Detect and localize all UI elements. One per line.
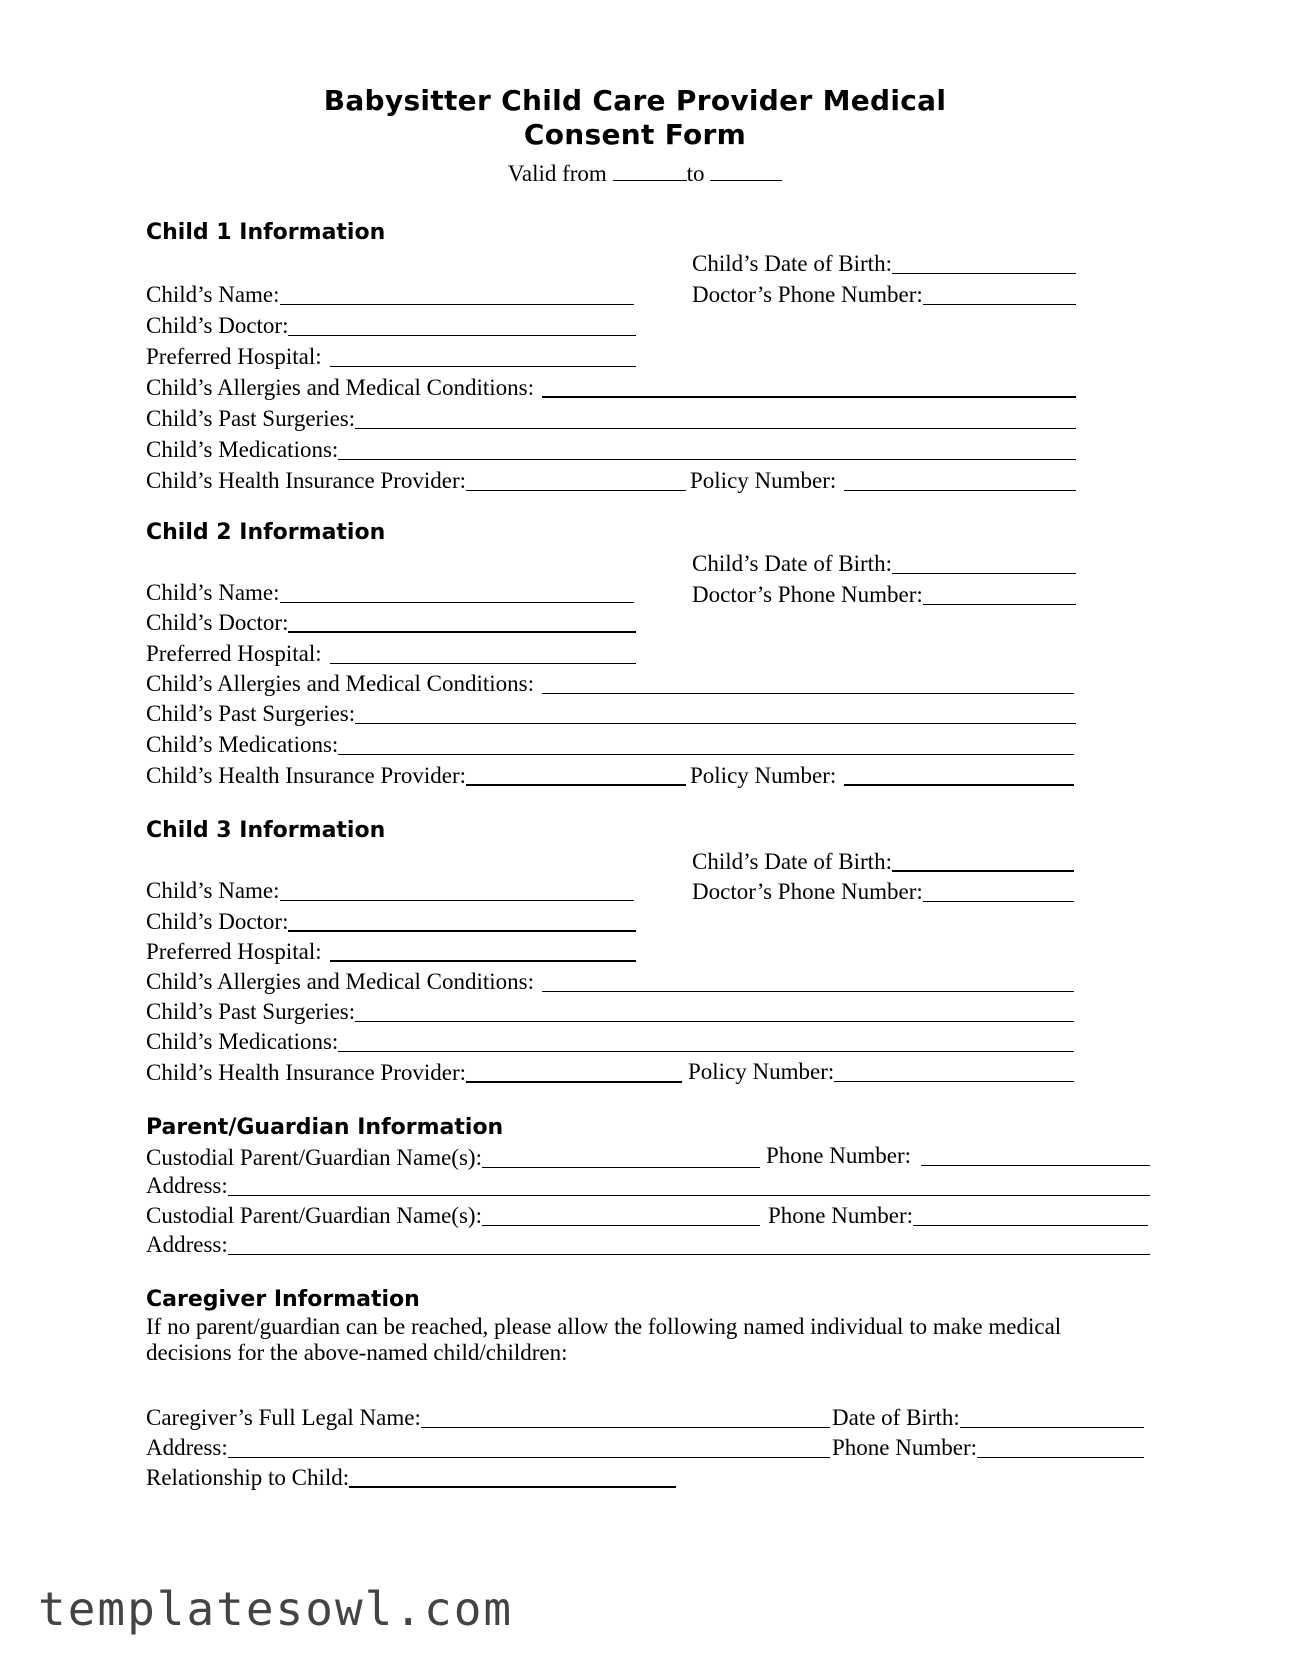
caregiver-phone-field[interactable] — [977, 1457, 1144, 1458]
parent2-address-label: Address: — [146, 1232, 228, 1257]
child2-doctor-label: Child’s Doctor: — [146, 610, 289, 635]
parent2-address-row — [146, 1229, 1150, 1259]
parent1-name-field[interactable] — [482, 1167, 760, 1168]
valid-period — [0, 160, 1290, 187]
parent2-address-field[interactable] — [228, 1254, 1150, 1255]
child3-allergies-label: Child’s Allergies and Medical Conditions: — [146, 969, 535, 994]
caregiver-dob-label: Date of Birth: — [832, 1405, 960, 1430]
child3-allergies-row — [146, 966, 1074, 996]
child1-policy-field[interactable] — [844, 490, 1076, 491]
child3-surgeries-field[interactable] — [355, 1021, 1074, 1022]
child1-heading: Child 1 Information — [146, 220, 386, 245]
child3-medications-row — [146, 1026, 1074, 1056]
child2-dob-row — [692, 548, 1076, 578]
child2-insurance-field[interactable] — [466, 784, 686, 786]
parent2-phone-field[interactable] — [913, 1225, 1148, 1226]
child2-hospital-field[interactable] — [330, 663, 636, 664]
child3-heading: Child 3 Information — [146, 818, 386, 843]
parent1-phone-field[interactable] — [921, 1165, 1150, 1166]
child3-medications-field[interactable] — [338, 1051, 1074, 1052]
caregiver-heading: Caregiver Information — [146, 1287, 420, 1312]
child2-dob-label: Child’s Date of Birth: — [692, 551, 892, 576]
caregiver-name-row — [146, 1402, 830, 1432]
form-title-line1: Babysitter Child Care Provider Medical — [323, 84, 947, 117]
child2-doctor-row — [146, 607, 636, 637]
valid-to-field[interactable] — [710, 160, 782, 181]
child2-allergies-row — [146, 668, 1074, 698]
child1-name-row — [146, 279, 634, 309]
child1-policy-label: Policy Number: — [690, 468, 837, 493]
child1-medications-field[interactable] — [338, 459, 1076, 460]
caregiver-address-row — [146, 1432, 830, 1462]
parent1-phone-label: Phone Number: — [766, 1143, 912, 1168]
child2-hospital-label: Preferred Hospital: — [146, 641, 322, 666]
child2-insurance-label: Child’s Health Insurance Provider: — [146, 763, 467, 788]
child1-allergies-field[interactable] — [542, 396, 1076, 398]
child1-hospital-field[interactable] — [330, 366, 636, 367]
caregiver-phone-label: Phone Number: — [832, 1435, 978, 1460]
child2-name-field[interactable] — [280, 602, 634, 603]
caregiver-name-field[interactable] — [421, 1427, 830, 1428]
valid-to-label: to — [686, 161, 705, 186]
child3-doctor-phone-field[interactable] — [923, 901, 1074, 902]
child3-dob-field[interactable] — [892, 870, 1074, 872]
child3-doctor-phone-label: Doctor’s Phone Number: — [692, 879, 923, 904]
child2-hospital-row — [146, 638, 636, 668]
child3-surgeries-row — [146, 996, 1074, 1026]
child3-surgeries-label: Child’s Past Surgeries: — [146, 999, 356, 1024]
child2-policy-field[interactable] — [844, 784, 1074, 786]
child1-insurance-label: Child’s Health Insurance Provider: — [146, 468, 467, 493]
child1-dob-label: Child’s Date of Birth: — [692, 251, 892, 276]
child3-insurance-row — [146, 1057, 682, 1087]
child1-surgeries-field[interactable] — [355, 428, 1076, 429]
parent1-address-field[interactable] — [228, 1195, 1150, 1196]
caregiver-phone-row — [832, 1432, 1144, 1462]
parent2-name-row — [146, 1200, 760, 1230]
child1-hospital-label: Preferred Hospital: — [146, 344, 322, 369]
child2-surgeries-row — [146, 698, 1076, 728]
parent-heading: Parent/Guardian Information — [146, 1115, 504, 1140]
caregiver-relationship-label: Relationship to Child: — [146, 1465, 350, 1490]
child3-policy-field[interactable] — [834, 1081, 1074, 1082]
child2-doctor-phone-row — [692, 579, 1076, 609]
child3-insurance-field[interactable] — [466, 1081, 682, 1083]
child3-doctor-phone-row — [692, 876, 1074, 906]
child2-surgeries-label: Child’s Past Surgeries: — [146, 701, 356, 726]
child1-allergies-row — [146, 372, 1076, 402]
child1-medications-label: Child’s Medications: — [146, 437, 339, 462]
caregiver-dob-row — [832, 1402, 1144, 1432]
valid-from-label: Valid from — [507, 161, 607, 186]
child3-medications-label: Child’s Medications: — [146, 1029, 339, 1054]
child1-medications-row — [146, 434, 1076, 464]
child2-name-row — [146, 577, 634, 607]
child1-doctor-label: Child’s Doctor: — [146, 313, 289, 338]
child2-medications-label: Child’s Medications: — [146, 732, 339, 757]
child2-policy-label: Policy Number: — [690, 763, 837, 788]
child1-doctor-row — [146, 310, 636, 340]
caregiver-dob-field[interactable] — [960, 1427, 1144, 1428]
child1-dob-row — [692, 248, 1076, 278]
parent1-address-label: Address: — [146, 1173, 228, 1198]
child2-dob-field[interactable] — [892, 573, 1076, 574]
child3-dob-label: Child’s Date of Birth: — [692, 849, 892, 874]
child1-allergies-label: Child’s Allergies and Medical Conditions: — [146, 375, 535, 400]
child2-insurance-row — [146, 760, 686, 790]
parent2-phone-row — [768, 1200, 1148, 1230]
child2-allergies-label: Child’s Allergies and Medical Conditions: — [146, 671, 535, 696]
parent2-name-label: Custodial Parent/Guardian Name(s): — [146, 1203, 482, 1228]
child3-name-field[interactable] — [280, 900, 634, 901]
caregiver-instructions: If no parent/guardian can be reached, please allow the following named individual to make medical decisions for the above-named child/children: — [146, 1314, 1062, 1365]
caregiver-relationship-field[interactable] — [349, 1486, 676, 1488]
child1-insurance-row — [146, 465, 686, 495]
child2-doctor-phone-label: Doctor’s Phone Number: — [692, 582, 923, 607]
child1-dob-field[interactable] — [892, 273, 1076, 274]
child2-surgeries-field[interactable] — [355, 723, 1076, 724]
child2-doctor-phone-field[interactable] — [923, 604, 1076, 605]
child1-doctor-phone-row — [692, 279, 1076, 309]
caregiver-address-label: Address: — [146, 1435, 228, 1460]
child1-surgeries-label: Child’s Past Surgeries: — [146, 406, 356, 431]
parent2-phone-label: Phone Number: — [768, 1203, 914, 1228]
parent1-name-label: Custodial Parent/Guardian Name(s): — [146, 1145, 482, 1170]
child3-hospital-label: Preferred Hospital: — [146, 939, 322, 964]
site-watermark: templatesowl.com — [38, 1582, 514, 1636]
child2-doctor-field[interactable] — [288, 631, 636, 633]
child3-dob-row — [692, 846, 1074, 876]
caregiver-address-field[interactable] — [228, 1457, 830, 1458]
child3-hospital-row — [146, 936, 636, 966]
child1-doctor-phone-label: Doctor’s Phone Number: — [692, 282, 923, 307]
child3-name-label: Child’s Name: — [146, 878, 280, 903]
child1-policy-row — [690, 465, 1076, 495]
child2-name-label: Child’s Name: — [146, 580, 280, 605]
child3-insurance-label: Child’s Health Insurance Provider: — [146, 1060, 467, 1085]
child2-policy-row — [690, 760, 1074, 790]
child2-medications-field[interactable] — [338, 754, 1074, 755]
caregiver-name-label: Caregiver’s Full Legal Name: — [146, 1405, 421, 1430]
child3-doctor-row — [146, 906, 636, 936]
child3-allergies-field[interactable] — [542, 991, 1074, 992]
child1-doctor-phone-field[interactable] — [923, 304, 1076, 305]
child1-name-label: Child’s Name: — [146, 282, 280, 307]
form-title-line2: Consent Form — [523, 118, 747, 151]
child3-hospital-field[interactable] — [330, 960, 636, 962]
parent1-name-row — [146, 1142, 760, 1172]
parent1-phone-row — [766, 1140, 1150, 1170]
child1-name-field[interactable] — [280, 304, 634, 305]
parent2-name-field[interactable] — [482, 1225, 760, 1226]
parent1-address-row — [146, 1170, 1150, 1200]
valid-from-field[interactable] — [613, 160, 687, 181]
child3-policy-label: Policy Number: — [688, 1059, 835, 1084]
child2-heading: Child 2 Information — [146, 520, 386, 545]
child3-doctor-field[interactable] — [288, 930, 636, 932]
child1-doctor-field[interactable] — [288, 335, 636, 336]
child3-name-row — [146, 875, 634, 905]
child1-hospital-row — [146, 341, 636, 371]
child2-medications-row — [146, 729, 1074, 759]
child1-surgeries-row — [146, 403, 1076, 433]
child1-insurance-field[interactable] — [466, 490, 686, 491]
caregiver-relationship-row — [146, 1462, 676, 1492]
child3-policy-row — [688, 1056, 1074, 1086]
child3-doctor-label: Child’s Doctor: — [146, 909, 289, 934]
child2-allergies-field[interactable] — [542, 693, 1074, 694]
